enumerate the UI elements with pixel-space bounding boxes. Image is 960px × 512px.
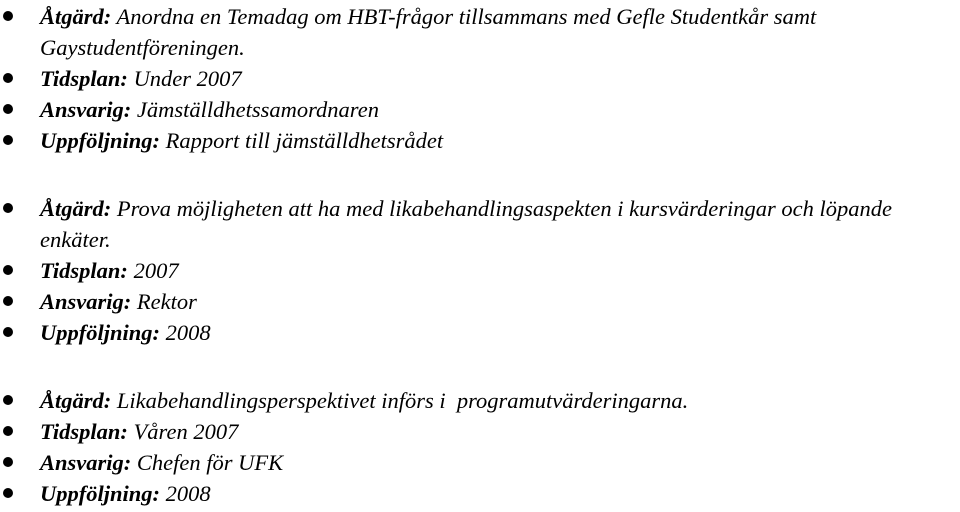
item-text: Anordna en Temadag om HBT-frågor tillsammans med Gefle Studentkår samt Gaystudentföreningen. bbox=[40, 4, 817, 60]
bullet-icon bbox=[3, 135, 13, 145]
item-label: Uppföljning: bbox=[40, 320, 161, 345]
list-item-atgard bbox=[0, 1, 960, 63]
item-label: Tidsplan: bbox=[40, 66, 128, 91]
bullet-icon bbox=[3, 73, 13, 83]
list-item-atgard bbox=[0, 385, 960, 416]
list-item-tidsplan bbox=[0, 255, 960, 286]
list-item-atgard bbox=[0, 193, 960, 255]
item-label: Ansvarig: bbox=[40, 450, 132, 475]
bullet-icon bbox=[3, 327, 13, 337]
bullet-icon bbox=[3, 265, 13, 275]
bullet-icon bbox=[3, 11, 13, 21]
bullet-icon bbox=[3, 203, 13, 213]
action-block-programutvarderingar bbox=[0, 385, 960, 509]
item-label: Åtgärd: bbox=[40, 4, 112, 29]
item-text: Chefen för UFK bbox=[136, 450, 284, 475]
item-text: Likabehandlingsperspektivet införs i programutvärderingarna. bbox=[116, 388, 689, 413]
item-label: Tidsplan: bbox=[40, 419, 128, 444]
list-item-ansvarig bbox=[0, 94, 960, 125]
list-item-tidsplan bbox=[0, 63, 960, 94]
item-label: Åtgärd: bbox=[40, 196, 112, 221]
item-text: Rektor bbox=[136, 289, 197, 314]
list-item-uppfoljning bbox=[0, 125, 960, 156]
item-text: Prova möjligheten att ha med likabehandlingsaspekten i kursvärderingar och löpande enkäter. bbox=[40, 196, 892, 252]
action-block-kursvarderingar bbox=[0, 193, 960, 348]
item-text: Våren 2007 bbox=[133, 419, 239, 444]
bullet-icon bbox=[3, 104, 13, 114]
item-label: Tidsplan: bbox=[40, 258, 128, 283]
action-block-hbt-temadag bbox=[0, 1, 960, 156]
item-label: Uppföljning: bbox=[40, 128, 161, 153]
list-item-uppfoljning bbox=[0, 478, 960, 509]
bullet-icon bbox=[3, 426, 13, 436]
item-text: Rapport till jämställdhetsrådet bbox=[165, 128, 444, 153]
bullet-icon bbox=[3, 296, 13, 306]
item-label: Åtgärd: bbox=[40, 388, 112, 413]
list-item-ansvarig bbox=[0, 447, 960, 478]
item-label: Ansvarig: bbox=[40, 97, 132, 122]
list-item-ansvarig bbox=[0, 286, 960, 317]
bullet-icon bbox=[3, 395, 13, 405]
item-text: 2008 bbox=[165, 481, 211, 506]
bullet-icon bbox=[3, 457, 13, 467]
item-text: 2008 bbox=[165, 320, 211, 345]
list-item-uppfoljning bbox=[0, 317, 960, 348]
item-text: Under 2007 bbox=[133, 66, 242, 91]
item-text: 2007 bbox=[133, 258, 179, 283]
item-label: Ansvarig: bbox=[40, 289, 132, 314]
item-label: Uppföljning: bbox=[40, 481, 161, 506]
bullet-icon bbox=[3, 488, 13, 498]
item-text: Jämställdhetssamordnaren bbox=[136, 97, 379, 122]
list-item-tidsplan bbox=[0, 416, 960, 447]
